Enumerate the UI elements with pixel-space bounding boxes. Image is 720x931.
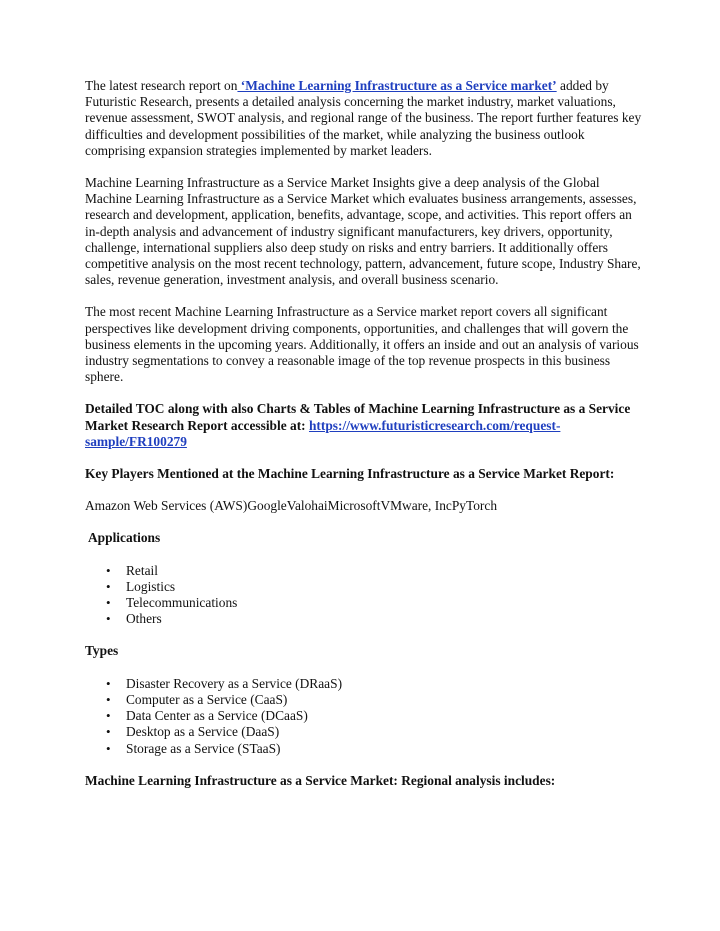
- list-item: • Desktop as a Service (DaaS): [126, 724, 645, 740]
- list-item: • Data Center as a Service (DCaaS): [126, 708, 645, 724]
- types-heading: Types: [85, 643, 119, 659]
- list-item: • Telecommunications: [126, 595, 645, 611]
- toc-text: Detailed TOC along with also Charts & Tables of Machine Learning Infrastructure as a Service Market Research Report accessible at:: [85, 401, 631, 433]
- list-item: • Logistics: [126, 579, 645, 595]
- insights-paragraph: Machine Learning Infrastructure as a Service Market Insights give a deep analysis of the Global Machine Learning Infrastructure as a Service Market which evaluates business arrangements, assesses, research and development, application, benefits, advantage, scope, and activities. This report offers an in-depth analysis and advancement of industry significant manufacturers, key drivers, opportunity, challenge, international suppliers also deep study on risks and entry barriers. It additionally offers competitive analysis on the most recent technology, pattern, advancement, future scope, Industry Share, sales, revenue generation, investment analysis, and overall business scenario.: [85, 175, 641, 288]
- intro-prefix: The latest research report on: [85, 78, 238, 93]
- toc-paragraph: [85, 401, 645, 450]
- applications-heading: Applications: [88, 530, 161, 546]
- list-item: • Others: [126, 611, 645, 627]
- request-sample-link[interactable]: https://www.futuristicresearch.com/request-sample/FR100279: [85, 417, 561, 449]
- list-item: • Disaster Recovery as a Service (DRaaS): [126, 676, 645, 692]
- list-item: • Computer as a Service (CaaS): [126, 692, 645, 708]
- list-item: • Storage as a Service (STaaS): [126, 741, 645, 757]
- intro-suffix: added by Futuristic Research, presents a detailed analysis concerning the market industry, market valuations, revenue assessment, SWOT analysis, and regional range of the business. The report further features key difficulties and development possibilities of the market, while analyzing the business outlook comprising expansion strategies implemented by market leaders.: [85, 78, 642, 158]
- document-page: [85, 78, 645, 805]
- intro-paragraph: [85, 78, 645, 159]
- applications-list: [85, 563, 645, 628]
- recent-report-paragraph: The most recent Machine Learning Infrastructure as a Service market report covers all significant perspectives like development driving components, opportunities, and challenges that will govern the business elements in the upcoming years. Additionally, it offers an inside and out an analysis of various industry segmentations to convey a reasonable image of the top revenue prospects in this business sphere.: [85, 304, 639, 385]
- key-players-list: Amazon Web Services (AWS)GoogleValohaiMicrosoftVMware, IncPyTorch: [85, 498, 498, 514]
- report-title-link[interactable]: ‘Machine Learning Infrastructure as a Service market’: [237, 78, 557, 93]
- types-list: [85, 676, 645, 757]
- list-item: • Retail: [126, 563, 645, 579]
- regional-analysis-heading: Machine Learning Infrastructure as a Service Market: Regional analysis includes:: [85, 772, 556, 788]
- key-players-heading: Key Players Mentioned at the Machine Learning Infrastructure as a Service Market Report:: [85, 466, 615, 482]
